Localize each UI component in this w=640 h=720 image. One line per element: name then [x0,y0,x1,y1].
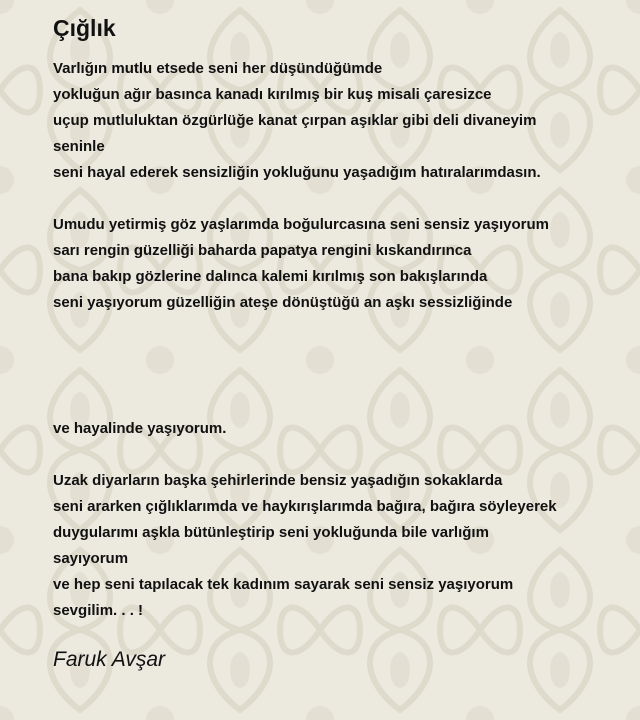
poem-line: seninle [53,138,105,155]
stanza-4 [53,468,613,624]
poem-line: bana bakıp gözlerine dalınca kalemi kırılmış son bakışlarında [53,268,488,285]
poem-line: uçup mutluluktan özgürlüğe kanat çırpan aşıklar gibi deli divaneyim [53,112,537,129]
stanza-spacer [53,442,613,468]
poem-title: Çığlık [53,15,116,41]
stanza-1 [53,56,613,186]
poem-line: yokluğun ağır basınca kanadı kırılmış bir kuş misali çaresizce [53,86,492,103]
poem-line: Varlığın mutlu etsede seni her düşündüğümde [53,60,383,77]
stanza-3 [53,416,613,442]
poem-line: Umudu yetirmiş göz yaşlarımda boğulurcasına seni sensiz yaşıyorum [53,216,549,233]
poem-line: sayıyorum [53,550,129,567]
stanza-spacer [53,316,613,416]
poem-line: duygularımı aşkla bütünleştirip seni yokluğunda bile varlığım [53,524,489,541]
poem-line: sevgilim. . . ! [53,602,144,619]
poem-author: Faruk Avşar [53,648,166,671]
stanza-spacer [53,186,613,212]
stanza-2 [53,212,613,316]
poem-line: seni hayal ederek sensizliğin yokluğunu yaşadığım hatıralarımdasın. [53,164,541,181]
poem-line: Uzak diyarların başka şehirlerinde bensiz yaşadığın sokaklarda [53,472,503,489]
poem-line: seni yaşıyorum güzelliğin ateşe dönüştüğü an aşkı sessizliğinde [53,294,513,311]
poem-line: ve hayalinde yaşıyorum. [53,420,227,437]
poem-line: ve hep seni tapılacak tek kadınım sayarak seni sensiz yaşıyorum [53,576,514,593]
poem-line: seni ararken çığlıklarımda ve haykırışlarımda bağıra, bağıra söyleyerek [53,498,557,515]
poem-line: sarı rengin güzelliği baharda papatya rengini kıskandırınca [53,242,472,259]
